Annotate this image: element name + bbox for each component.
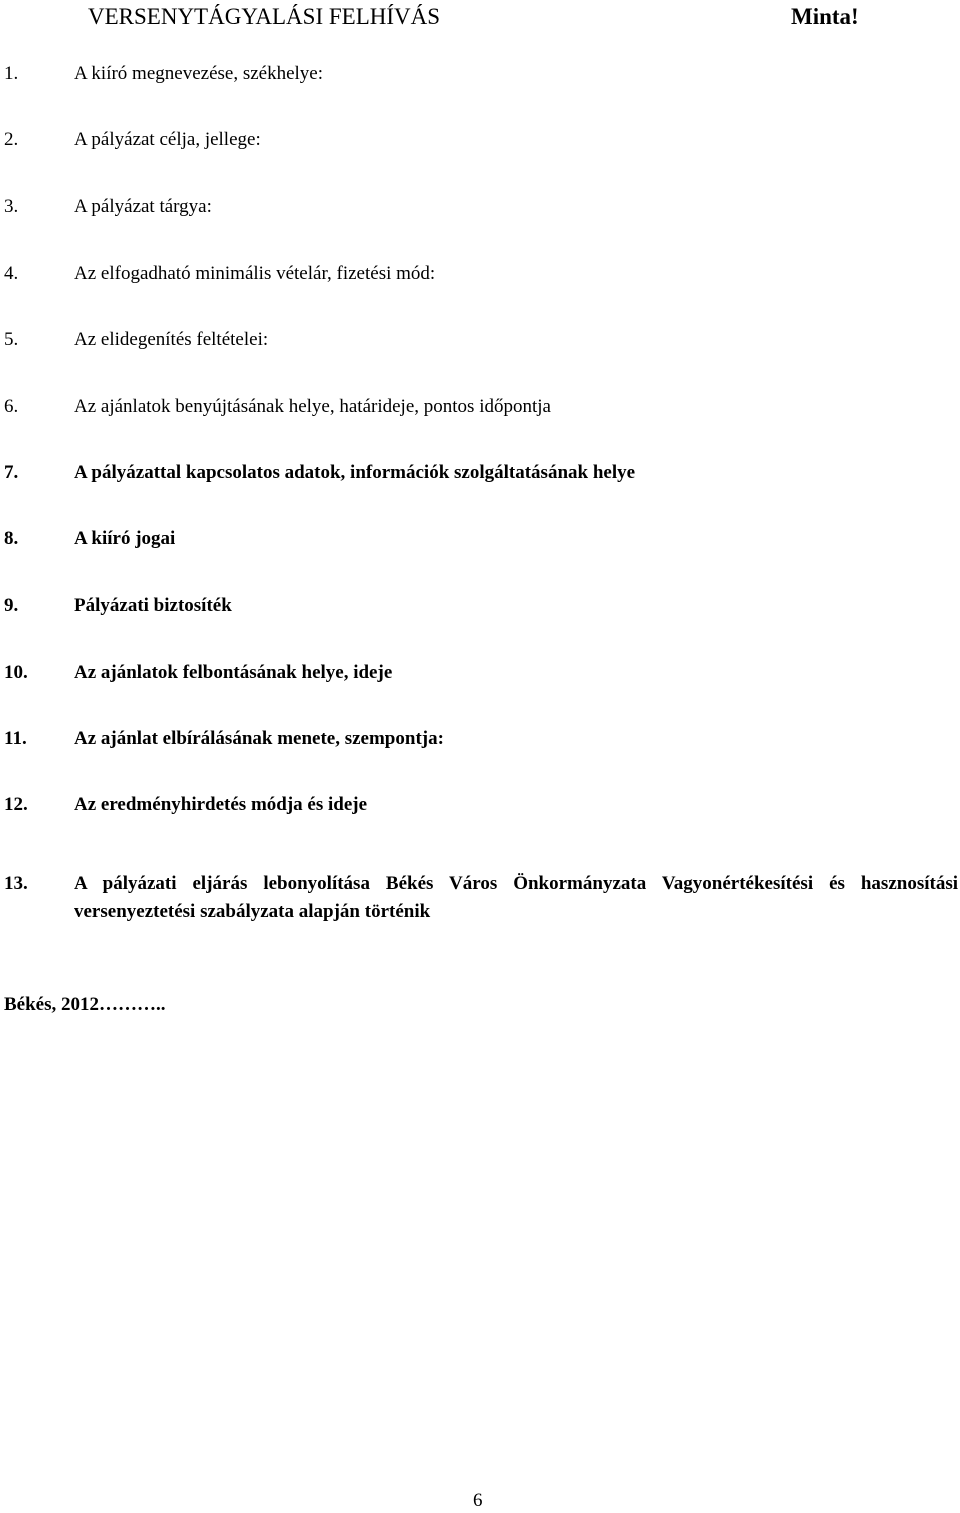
list-item	[0, 659, 958, 687]
item-number: 7.	[4, 462, 19, 483]
list-item	[0, 870, 958, 926]
item-text: Az ajánlatok felbontásának helye, ideje	[74, 662, 393, 683]
item-text: Az eredményhirdetés módja és ideje	[74, 794, 368, 815]
item-number: 3.	[4, 196, 19, 217]
item-number: 4.	[4, 263, 19, 284]
list-item	[0, 459, 958, 487]
item-number: 6.	[4, 396, 19, 417]
item-text: Az elidegenítés feltételei:	[74, 329, 269, 350]
item-text: A pályázat célja, jellege:	[74, 129, 261, 150]
item-text: A pályázattal kapcsolatos adatok, információk szolgáltatásának helye	[74, 462, 636, 483]
list-item	[0, 193, 958, 221]
item-text: Pályázati biztosíték	[74, 595, 232, 616]
list-item	[0, 525, 958, 553]
list-item	[0, 592, 958, 620]
item-number: 2.	[4, 129, 19, 150]
document-title: VERSENYTÁGYALÁSI FELHÍVÁS	[88, 4, 441, 29]
list-item	[0, 791, 958, 819]
item-text: Az ajánlatok benyújtásának helye, határideje, pontos időpontja	[74, 396, 551, 417]
item-number: 9.	[4, 595, 19, 616]
list-item	[0, 60, 958, 88]
item-text: A kiíró jogai	[74, 528, 176, 549]
list-item	[0, 326, 958, 354]
page-number: 6	[473, 1490, 483, 1511]
item-number: 12.	[4, 794, 28, 815]
item-number: 1.	[4, 63, 19, 84]
sample-badge: Minta!	[791, 4, 859, 29]
item-number: 10.	[4, 662, 28, 683]
item-number: 5.	[4, 329, 19, 350]
item-text: Az ajánlat elbírálásának menete, szempontja:	[74, 728, 444, 749]
item-text: A pályázati eljárás lebonyolítása Békés Város Önkormányzata Vagyonértékesítési és hasznosítási versenyeztetési szabályzata alapján történik	[74, 873, 958, 922]
item-number: 11.	[4, 728, 27, 749]
list-item	[0, 393, 958, 421]
list-item	[0, 126, 958, 154]
item-number: 13.	[4, 873, 28, 894]
list-item	[0, 725, 958, 753]
list-item	[0, 260, 958, 288]
item-number: 8.	[4, 528, 19, 549]
item-text: Az elfogadható minimális vételár, fizetési mód:	[74, 263, 436, 284]
place-date: Békés, 2012………..	[4, 994, 166, 1015]
item-text: A pályázat tárgya:	[74, 196, 212, 217]
item-text: A kiíró megnevezése, székhelye:	[74, 63, 324, 84]
